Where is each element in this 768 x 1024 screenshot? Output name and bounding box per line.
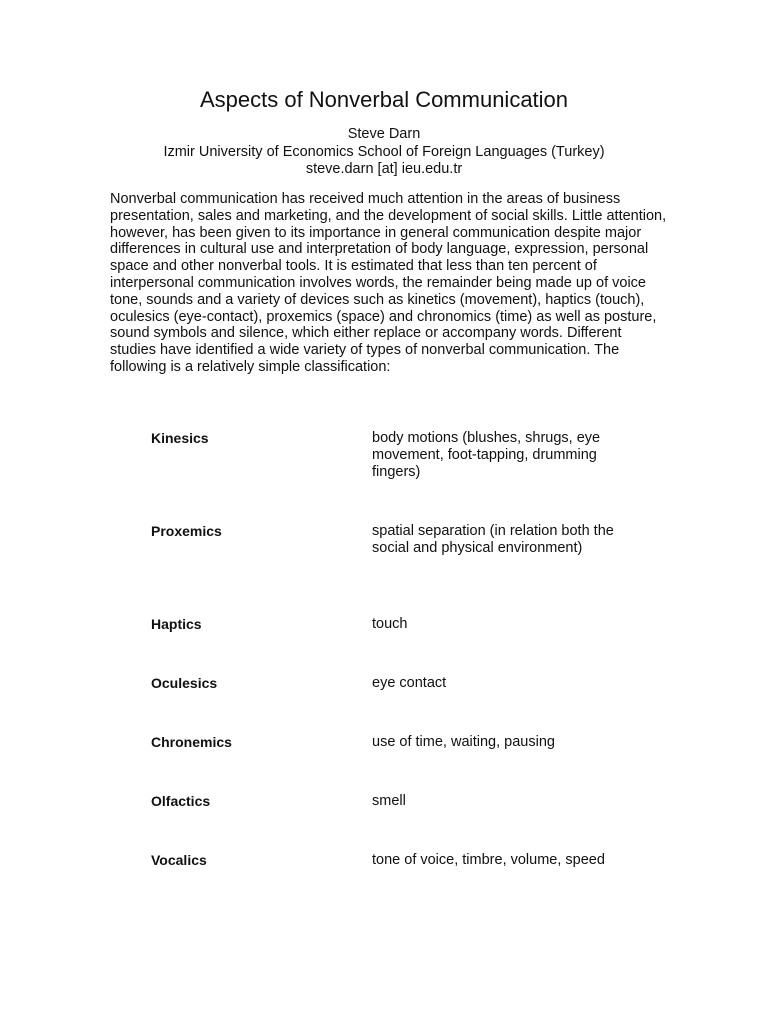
intro-paragraph: Nonverbal communication has received much attention in the areas of business presentation, sales and marketing, and the development of social skills. Little attention, however, has been given to its importance in general communication despite major differences in cultural use and interpretation of body language, expression, personal space and other nonverbal tools. It is estimated that less than ten percent of interpersonal communication involves words, the remainder being made up of voice tone, sounds and a variety of devices such as kinetics (movement), haptics (touch), oculesics (eye-contact), proxemics (space) and chronomics (time) as well as posture, sound symbols and silence, which either replace or accompany words. Different studies have identified a wide variety of types of nonverbal communication. The following is a relatively simple classification:	[110, 191, 667, 375]
term-name: Vocalics	[151, 852, 207, 868]
term-definition: touch	[372, 616, 408, 632]
term-name: Chronemics	[151, 734, 232, 750]
term-name: Proxemics	[151, 523, 222, 539]
term-name: Haptics	[151, 616, 202, 632]
document-title: Aspects of Nonverbal Communication	[199, 87, 569, 112]
author-name: Steve Darn	[347, 126, 421, 142]
author-affiliation: Izmir University of Economics School of Foreign Languages (Turkey)	[163, 143, 605, 160]
term-name: Oculesics	[151, 675, 218, 691]
term-definition: smell	[372, 793, 406, 809]
term-name: Kinesics	[151, 430, 209, 446]
term-definition: use of time, waiting, pausing	[372, 734, 555, 750]
term-definition: spatial separation (in relation both the social and physical environment)	[372, 523, 614, 556]
byline	[0, 126, 768, 179]
author-email: steve.darn [at] ieu.edu.tr	[305, 161, 463, 177]
term-definition: eye contact	[372, 675, 447, 691]
term-definition: body motions (blushes, shrugs, eye movement, foot-tapping, drumming fingers)	[372, 430, 601, 480]
term-definition: tone of voice, timbre, volume, speed	[372, 852, 605, 868]
term-name: Olfactics	[151, 793, 211, 809]
